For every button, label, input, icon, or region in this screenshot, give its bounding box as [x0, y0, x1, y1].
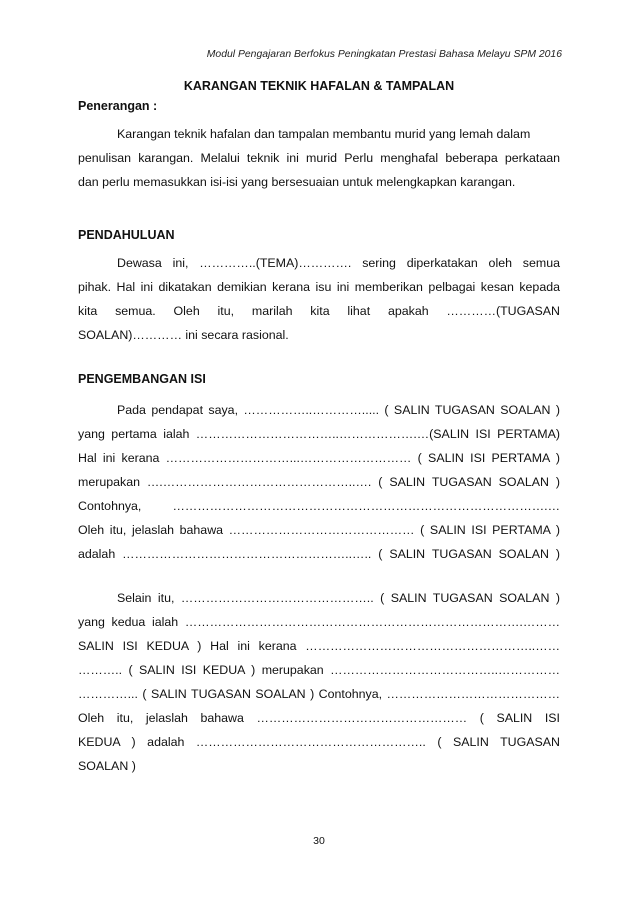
paragraph-line: Dewasa ini, …………..(TEMA)…………. sering diperkatakan oleh semua: [117, 256, 560, 270]
pendahuluan-label: PENDAHULUAN: [78, 228, 175, 242]
paragraph-line: dan perlu memasukkan isi-isi yang bersesuaian untuk melengkapkan karangan.: [78, 175, 516, 189]
paragraph-line: SOALAN ): [78, 759, 136, 773]
pengembangan-paragraph-1: [78, 398, 560, 566]
paragraph-line: Oleh itu, jelaslah bahawa …………………………………………… ( SALIN ISI: [78, 711, 560, 725]
paragraph-line: pihak. Hal ini dikatakan demikian kerana isu ini memberikan pelbagai kesan kepada: [78, 280, 560, 294]
document-title: KARANGAN TEKNIK HAFALAN & TAMPALAN: [183, 79, 455, 93]
paragraph-line: merupakan ….………………………………………..…. ( SALIN TUGASAN SOALAN ): [78, 475, 560, 489]
pengembangan-paragraph-2: [78, 586, 560, 778]
paragraph-line: yang kedua ialah ……………………………………………………………………….………: [78, 615, 560, 629]
paragraph-line: penulisan karangan. Melalui teknik ini murid Perlu menghafal beberapa perkataan: [78, 151, 560, 165]
running-header: Modul Pengajaran Berfokus Peningkatan Prestasi Bahasa Melayu SPM 2016: [206, 49, 562, 60]
paragraph-line: Selain itu, ……………………………………….. ( SALIN TUGASAN SOALAN ): [117, 591, 560, 605]
paragraph-line: Contohnya, ……………………………………………………………………………….…: [78, 499, 560, 513]
paragraph-line: kita semua. Oleh itu, marilah kita lihat apakah …………(TUGASAN: [78, 304, 560, 318]
penerangan-label: Penerangan :: [78, 99, 158, 113]
paragraph-line: Karangan teknik hafalan dan tampalan membantu murid yang lemah dalam: [117, 127, 531, 141]
page-number: 30: [313, 835, 325, 847]
pengembangan-label: PENGEMBANGAN ISI: [78, 372, 206, 386]
paragraph-line: adalah ………………………………………………..….. ( SALIN TUGASAN SOALAN ): [78, 547, 560, 561]
pendahuluan-paragraph: [78, 251, 560, 347]
paragraph-line: ……….. ( SALIN ISI KEDUA ) merupakan …………………………………..……………: [78, 663, 560, 677]
paragraph-line: …………... ( SALIN TUGASAN SOALAN ) Contohnya, ……………………………………: [78, 687, 560, 701]
paragraph-line: SALIN ISI KEDUA ) Hal ini kerana ………………………………………………..……: [78, 639, 560, 653]
paragraph-line: KEDUA ) adalah ……………………………………………….. ( SALIN TUGASAN: [78, 735, 560, 749]
paragraph-line: yang pertama ialah ……………………………..……………….…(SALIN ISI PERTAMA): [78, 427, 560, 441]
penerangan-paragraph: [78, 122, 560, 194]
paragraph-line: Oleh itu, jelaslah bahawa ……………………………………… ( SALIN ISI PERTAMA ): [78, 523, 560, 537]
paragraph-line: Hal ini kerana …………………………...……………………… ( SALIN ISI PERTAMA ): [78, 451, 560, 465]
paragraph-line: SOALAN)………… ini secara rasional.: [78, 328, 289, 342]
paragraph-line: Pada pendapat saya, ……………..…………..... ( SALIN TUGASAN SOALAN ): [117, 403, 560, 417]
